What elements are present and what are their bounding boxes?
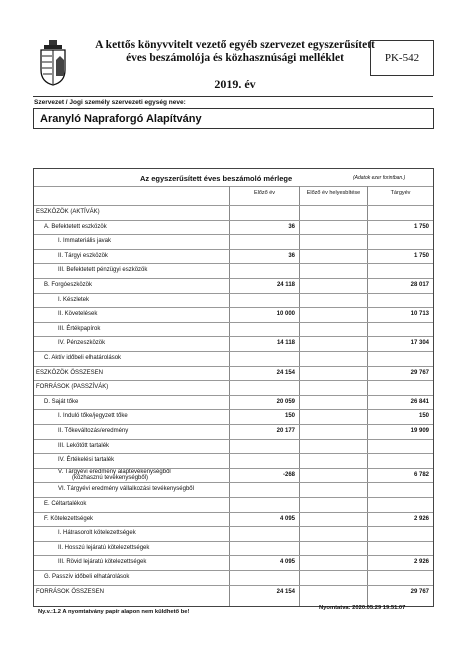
row-divider: [34, 409, 433, 410]
table-row: [34, 366, 433, 381]
org-name-label: Szervezet / Jogi személy szervezeti egység neve:: [34, 99, 186, 106]
row-divider: [34, 570, 433, 571]
row-label: III. Lekötött tartalék: [58, 442, 110, 449]
row-label: III. Értékpapírok: [58, 325, 101, 332]
prev-year-value: 14 118: [276, 340, 295, 347]
row-divider: [34, 468, 433, 469]
row-label: I. Induló tőke/jegyzett tőke: [58, 413, 128, 420]
row-label: E. Céltartalékok: [44, 501, 87, 507]
current-year-value: 29 767: [410, 588, 429, 595]
current-year-value: 2 926: [413, 515, 429, 522]
table-row: [34, 234, 433, 249]
form-title: A kettős könyvvitelt vezető egyéb szervezet egyszerűsített éves beszámolója és közhasznúsági melléklet: [95, 39, 375, 64]
row-divider: [34, 351, 433, 352]
current-year-value: 6 782: [413, 471, 429, 478]
row-label: C. Aktív időbeli elhatárolások: [44, 355, 122, 361]
row-divider: [34, 307, 433, 308]
table-row: [34, 336, 433, 351]
unit-note: (Adatok ezer forintban.): [353, 175, 406, 181]
table-row: [34, 512, 433, 527]
table-row: [34, 380, 433, 395]
header-divider: [33, 96, 433, 97]
table-title: Az egyszerűsített éves beszámoló mérlege: [140, 174, 293, 183]
row-divider: [34, 555, 433, 556]
prev-year-value: 20 177: [276, 428, 295, 434]
row-label: II. Hosszú lejáratú kötelezettségek: [58, 544, 150, 551]
current-year-value: 10 713: [410, 311, 429, 318]
balance-sheet-table: [33, 168, 434, 607]
row-divider: [34, 585, 433, 586]
row-label: B. Forgóeszközök: [44, 282, 93, 288]
row-divider: [34, 336, 433, 337]
row-label: I. Készletek: [58, 296, 90, 303]
org-name-value: Aranyló Napraforgó Alapítvány: [40, 113, 202, 125]
prev-year-value: 24 154: [276, 369, 295, 376]
prev-year-value: 24 118: [276, 282, 295, 288]
prev-year-value: -268: [282, 471, 295, 478]
row-divider: [34, 439, 433, 440]
table-row: [34, 409, 433, 424]
table-row: [34, 585, 433, 600]
table-row: [34, 249, 433, 264]
row-divider: [34, 278, 433, 279]
table-row: [34, 205, 433, 220]
row-divider: [34, 322, 433, 323]
row-divider: [34, 380, 433, 381]
row-label: FORRÁSOK ÖSSZESEN: [36, 588, 105, 595]
row-divider: [34, 512, 433, 513]
current-year-value: 150: [418, 413, 429, 420]
table-row: [34, 263, 433, 278]
table-row: [34, 482, 433, 497]
prev-year-value: 4 095: [279, 515, 295, 522]
current-year-value: 1 750: [413, 252, 429, 259]
row-label: V. Tárgyévi eredmény alaptevékenységből: [58, 468, 171, 475]
row-label: II. Tárgyi eszközök: [58, 252, 108, 259]
row-divider: [34, 424, 433, 425]
row-label: ESZKÖZÖK ÖSSZESEN: [36, 369, 104, 376]
current-year-value: 17 304: [410, 340, 429, 347]
column-header-prev-year: Előző év: [253, 190, 276, 196]
prev-year-value: 10 000: [276, 311, 295, 318]
prev-year-value: 24 154: [276, 588, 295, 595]
row-divider: [34, 541, 433, 542]
row-label: F. Kötelezettségek: [44, 515, 94, 522]
coat-of-arms-icon: [38, 40, 68, 86]
table-row: [34, 497, 433, 512]
current-year-value: 1 750: [413, 223, 429, 230]
row-divider: [34, 263, 433, 264]
current-year-value: 28 017: [410, 282, 429, 288]
row-divider: [34, 249, 433, 250]
form-code-box: PK-542: [370, 40, 434, 76]
row-divider: [34, 453, 433, 454]
table-row: [34, 220, 433, 235]
row-divider: [34, 395, 433, 396]
column-header-current-year: Tárgyév: [390, 190, 411, 196]
prev-year-value: 36: [288, 252, 295, 259]
table-row: [34, 570, 433, 585]
row-label-sub: (közhasznú tevékenységből): [72, 474, 149, 481]
row-label: ESZKÖZÖK (AKTÍVÁK): [36, 209, 100, 215]
current-year-value: 19 909: [410, 428, 429, 434]
row-label: D. Saját tőke: [44, 398, 79, 405]
table-row: [34, 555, 433, 570]
prev-year-value: 150: [284, 413, 295, 420]
row-label: I. Immateriális javak: [58, 238, 112, 245]
table-row: [34, 526, 433, 541]
prev-year-value: 20 059: [276, 398, 295, 405]
row-label: FORRÁSOK (PASSZÍVÁK): [36, 384, 109, 391]
row-divider: [34, 366, 433, 367]
printed-timestamp: Nyomtatva: 2020.05.29 19.51.07: [319, 605, 406, 611]
row-divider: [34, 234, 433, 235]
row-label: IV. Pénzeszközök: [58, 340, 106, 347]
current-year-value: 2 926: [413, 559, 429, 566]
row-divider: [34, 293, 433, 294]
current-year-value: 26 841: [410, 398, 429, 405]
row-divider: [34, 482, 433, 483]
footer-note: Ny.v.:1.2 A nyomtatvány papír alapon nem küldhető be!: [38, 609, 190, 615]
row-divider: [34, 526, 433, 527]
prev-year-value: 36: [288, 223, 295, 230]
row-label: IV. Értékelési tartalék: [58, 457, 115, 464]
table-row: [34, 439, 433, 454]
table-row: [34, 307, 433, 322]
table-row: [34, 424, 433, 439]
row-label: A. Befektetett eszközök: [44, 223, 107, 230]
row-label: II. Tőkeváltozás/eredmény: [58, 428, 129, 434]
table-row: [34, 453, 433, 468]
table-row: [34, 395, 433, 410]
table-row: [34, 468, 433, 483]
form-year: 2019. év: [214, 77, 256, 91]
table-row: [34, 541, 433, 556]
row-label: III. Rövid lejáratú kötelezettségek: [58, 559, 147, 566]
row-divider: [34, 220, 433, 221]
title-divider: [34, 186, 433, 187]
table-row: [34, 322, 433, 337]
row-divider: [34, 497, 433, 498]
row-label: VI. Tárgyévi eredmény vállalkozási tevékenységből: [58, 486, 194, 493]
prev-year-value: 4 095: [279, 559, 295, 566]
row-label: I. Hátrasorolt kötelezettségek: [58, 530, 136, 537]
table-row: [34, 278, 433, 293]
row-divider: [34, 205, 433, 206]
table-row: [34, 293, 433, 308]
row-label: III. Befektetett pénzügyi eszközök: [58, 267, 148, 274]
column-header-prev-correction: Előző év helyesbítése: [306, 190, 361, 196]
current-year-value: 29 767: [410, 369, 429, 376]
row-label: II. Követelések: [58, 311, 98, 318]
row-label: G. Passzív időbeli elhatárolások: [44, 574, 130, 580]
table-row: [34, 351, 433, 366]
